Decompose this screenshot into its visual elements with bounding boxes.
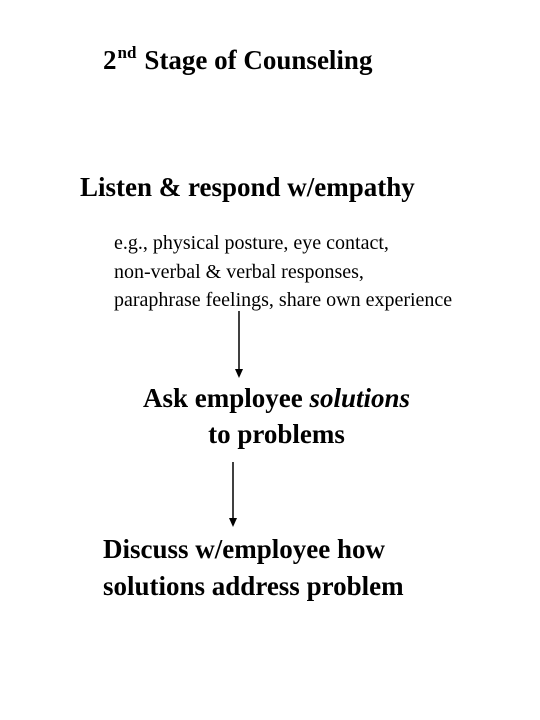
arrow-listen-to-ask: [235, 311, 243, 378]
arrowhead: [235, 369, 243, 378]
title-text: Stage of Counseling: [144, 45, 373, 75]
step-ask-line-2: to problems: [208, 419, 345, 449]
step-discuss-line: solutions address problem: [103, 571, 404, 601]
example-line: non-verbal & verbal responses,: [114, 260, 364, 283]
step-ask-prefix: Ask employee: [142, 383, 310, 413]
slide-title: [103, 42, 372, 82]
step-listen-heading: Listen & respond w/empathy: [80, 172, 415, 202]
arrowhead: [229, 518, 237, 527]
example-line: paraphrase feelings, share own experience: [114, 289, 453, 311]
step-discuss-line: Discuss w/employee how: [103, 534, 385, 564]
title-number: 2: [103, 45, 117, 75]
title-superscript: nd: [117, 43, 137, 62]
step-ask-emphasis: solutions: [309, 383, 411, 413]
step-ask-line-1: [114, 380, 439, 416]
arrow-ask-to-discuss: [229, 462, 237, 527]
example-line: e.g., physical posture, eye contact,: [114, 232, 389, 254]
step-ask-solutions: [114, 380, 439, 452]
step-listen-examples: [114, 229, 452, 315]
step-discuss: [103, 531, 404, 605]
